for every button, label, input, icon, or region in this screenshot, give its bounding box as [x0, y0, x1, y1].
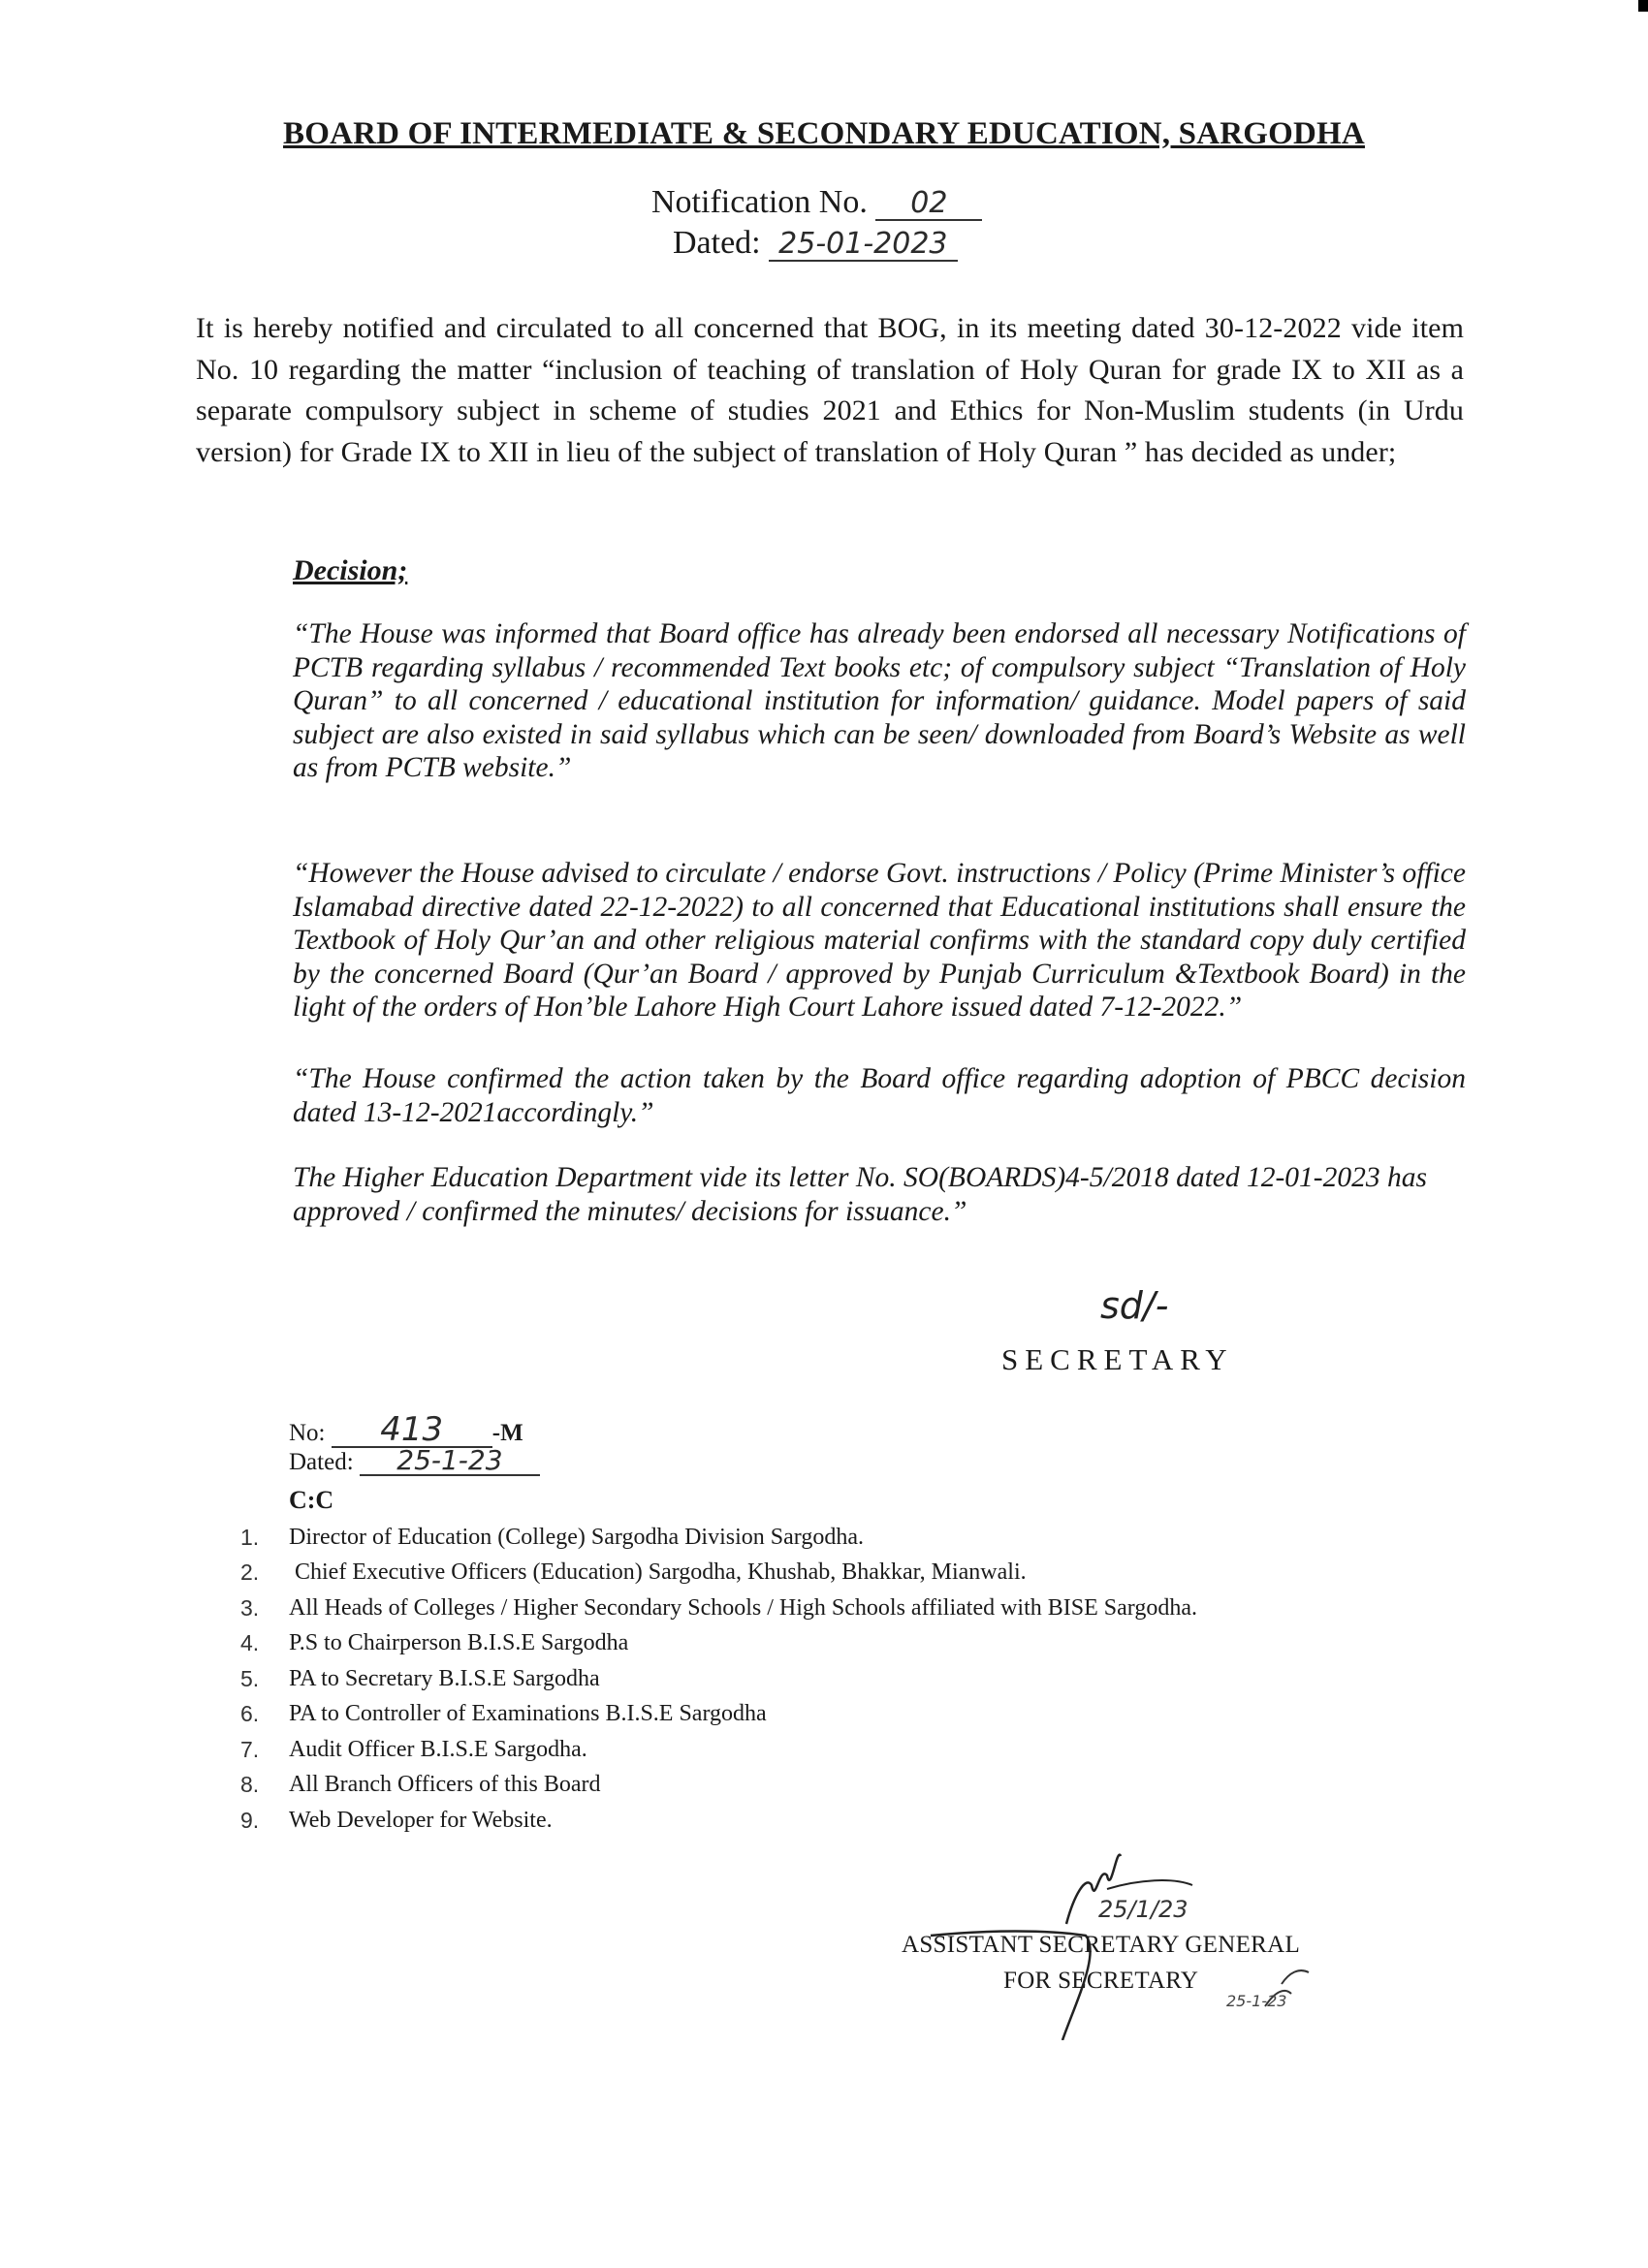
reference-dated-value: 25-1-23: [360, 1447, 540, 1476]
dated-value: 25-01-2023: [769, 229, 957, 262]
signature-date: 25/1/23: [1098, 1896, 1188, 1923]
decision-heading: Decision;: [293, 554, 408, 586]
cc-list-item: 3. All Heads of Colleges / Higher Secondary Schools / High Schools affiliated with BISE Sargodha.: [240, 1594, 1197, 1621]
cc-list-item: 7. Audit Officer B.I.S.E Sargodha.: [240, 1736, 587, 1762]
reference-no-label: No:: [289, 1420, 326, 1446]
reference-number-line: [289, 1410, 523, 1449]
decision-paragraph-4: The Higher Education Department vide its letter No. SO(BOARDS)4-5/2018 dated 12-01-2023 has approved / confirmed the minutes/ decisions for issuance.”: [293, 1162, 1427, 1227]
signatory-subtitle: FOR SECRETARY: [1003, 1968, 1199, 1994]
reference-date-line: [289, 1444, 540, 1476]
cc-list-item: 6. PA to Controller of Examinations B.I.S.E Sargodha: [240, 1701, 767, 1727]
cc-list: [240, 1520, 1197, 1839]
cc-list-item: 1. Director of Education (College) Sargodha Division Sargodha.: [240, 1524, 864, 1550]
cc-label: C:C: [289, 1486, 334, 1514]
intro-paragraph: It is hereby notified and circulated to all concerned that BOG, in its meeting dated 30-12-2022 vide item No. 10 regarding the matter “inclusion of teaching of translation of Holy Quran for grade IX to XII as a separate compulsory subject in scheme of studies 2021 and Ethics for Non-Muslim students (in Urdu version) for Grade IX to XII in lieu of the subject of translation of Holy Quran ” has decided as under;: [196, 312, 1464, 468]
reference-no-value: 413: [332, 1413, 492, 1448]
cc-list-item: 9. Web Developer for Website.: [240, 1807, 553, 1833]
notification-label: Notification No.: [651, 184, 868, 220]
cc-list-item: 2. Chief Executive Officers (Education) Sargodha, Khushab, Bhakkar, Mianwali.: [240, 1559, 1027, 1586]
decision-paragraph-3: “The House confirmed the action taken by the Board office regarding adoption of PBCC decision dated 13-12-2021accordingly.”: [293, 1063, 1466, 1128]
cc-list-item: 5. PA to Secretary B.I.S.E Sargodha: [240, 1665, 600, 1691]
board-title: BOARD OF INTERMEDIATE & SECONDARY EDUCATION, SARGODHA: [283, 116, 1365, 151]
scan-corner-mark: [1638, 0, 1648, 12]
decision-paragraph-1: “The House was informed that Board office has already been endorsed all necessary Notifications of PCTB regarding syllabus / recommended Text books etc; of compulsory subject “Translation of Holy Quran” to all concerned / educational institution for information/ guidance. Model papers of said subject are also existed in said syllabus which can be seen/ downloaded from Board’s Website as well as from PCTB website.”: [293, 618, 1466, 783]
cc-list-item: 8. All Branch Officers of this Board: [240, 1772, 601, 1798]
notification-date-line: [673, 225, 958, 262]
notification-number: 02: [875, 188, 982, 221]
secretary-signature: sd/-: [1100, 1284, 1169, 1327]
reference-dated-label: Dated:: [289, 1449, 354, 1475]
cc-list-item: 4. P.S to Chairperson B.I.S.E Sargodha: [240, 1630, 629, 1656]
initials-date: 25-1-23: [1226, 1992, 1287, 2010]
decision-paragraph-2: “However the House advised to circulate / endorse Govt. instructions / Policy (Prime Minister’s office Islamabad directive dated 22-12-2022) to all concerned that Educational institutions shall ensure the Textbook of Holy Qur’an and other religious material confirms with the standard copy duly certified by the concerned Board (Qur’an Board / approved by Punjab Curriculum &Textbook Board) in the light of the orders of Hon’ble Lahore High Court Lahore issued dated 7-12-2022.”: [293, 858, 1466, 1023]
reference-no-suffix: -M: [491, 1420, 523, 1446]
secretary-title: SECRETARY: [1001, 1342, 1234, 1376]
dated-label: Dated:: [673, 225, 761, 261]
signatory-title: ASSISTANT SECRETARY GENERAL: [902, 1932, 1301, 1958]
notification-number-line: [651, 184, 982, 221]
